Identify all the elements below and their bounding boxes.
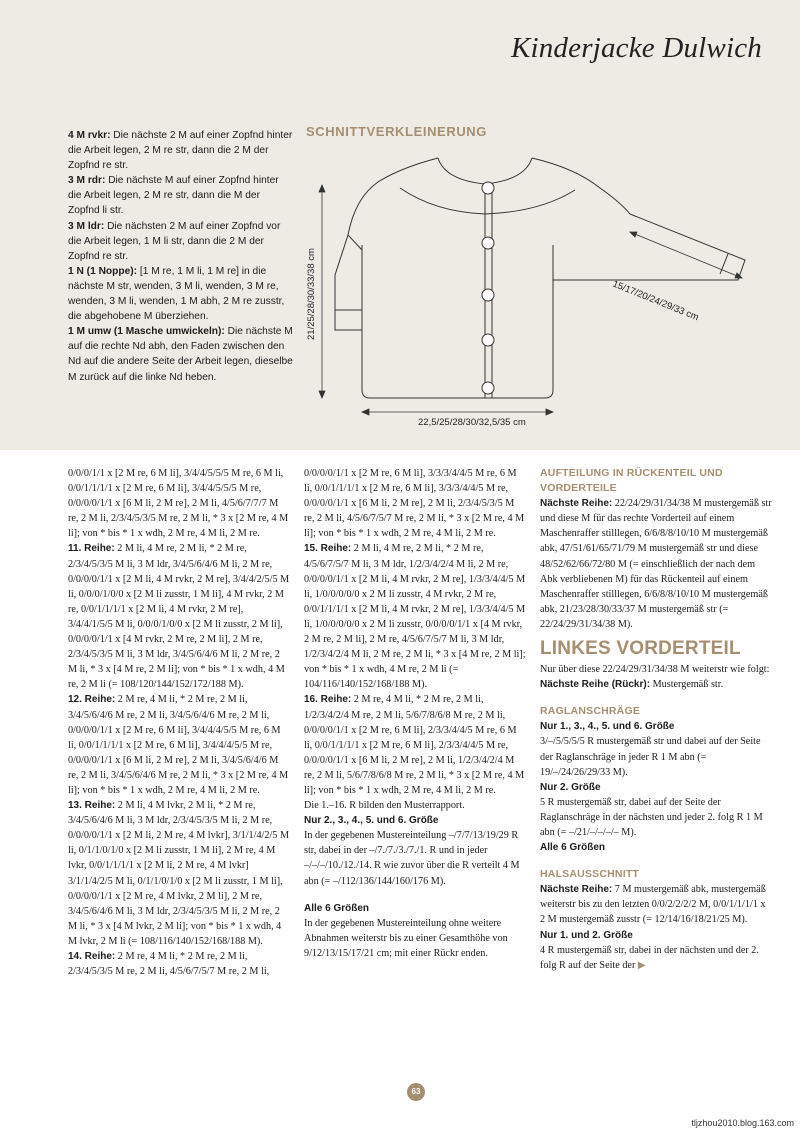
row-label: 16. Reihe: <box>304 694 352 706</box>
row-label: 15. Reihe: <box>304 543 352 555</box>
abbreviation-text: Die nächste M auf einer Zopfnd hinter die Arbeit legen, 2 M re str, dann die M der Zopfnd li str. <box>68 175 279 217</box>
button-5 <box>482 382 494 394</box>
left-sleeve <box>335 235 362 330</box>
yoke-line-3 <box>532 158 630 214</box>
row-label: Nächste Reihe: <box>540 498 613 510</box>
continue-arrow-icon: ▶ <box>635 959 646 971</box>
instruction-text: 2 M re, 4 M li, * 2 M re, 2 M li, 1/2/3/4/2/4 M re, 2 M li, 5/6/7/8/6/8 M re, 2 M li, 0/0/0/0/1/1 x [2 M re, 6 M li], 2/3/3/4/4/5 M re, 6 M li, 0/0/1/1/1/1 x [2 M re, 6 M li], 2/3/3/4/4/5 M re, 0/0/0/0/1/1 x [6 M li, 2 M re], 2 M li, 1/2/3/4/2/4 M re, 2 M li, 5/6/7/8/6/8 M re, 2 M li, * 3 x [2 M re, 4 M li]; von * bis * 1 x wdh, 2 M re, 4 M li, 2 M re. <box>304 694 525 796</box>
paragraph-spacer <box>540 692 772 704</box>
instruction-paragraph <box>304 828 526 888</box>
instruction-paragraph <box>540 677 772 692</box>
button-2 <box>482 237 494 249</box>
instruction-text: 2 M li, 4 M re, 2 M li, * 2 M re, 4/5/6/7/5/7 M li, 3 M ldr, 1/2/3/4/2/4 M li, 2 M re, 0/0/0/0/1/1 x [2 M li, 4 M rvkr, 2 M re], 1/3/3/4/4/5 M li, 1/0/0/0/0/0 x 2 M li zusstr, 4 M rvkr, 2 M re, 0/0/1/1/1/1 x [2 M li, 4 M rvkr, 2 M re], 1/3/3/4/4/5 M li, 1/0/0/0/0/0 x 2 M li zusstr, 0/0/0/0/1/1 x [4 M rvkr, 2 M re, 2 M li], 2 M re, 4/5/6/7/5/7 M li, 3 M ldr, 1/2/3/4/2/4 M li, 2 M re, 2 M li, * 3 x [4 M re, 2 M li]; von * bis * 1 x wdh, 4 M re, 2 M li (= 104/116/140/152/168/188 M). <box>304 543 526 691</box>
row-label: 12. Reihe: <box>68 694 116 706</box>
sleeve-arrow <box>630 232 742 278</box>
instruction-text: 0/0/0/1/1 x [2 M re, 6 M li], 3/4/4/5/5/5 M re, 6 M li, 0/0/1/1/1/1 x [2 M re, 6 M li], 3/4/4/5/5/5 M re, 0/0/0/0/1/1 x [6 M li, 2 M re], 2 M li, 4/5/6/7/7/7 M re, 2 M li, 2/3/4/5/3/5 M re, 2 M li, * 3 x [2 M re, 4 M li]; von * bis * 1 x wdh, 2 M re, 4 M li, 2 M re. <box>68 468 289 540</box>
instruction-text: In der gegebenen Mustereinteilung ohne weitere Abnahmen weiterstr bis zu einer Gesamthöhe von 9/12/13/15/17/21 cm; mit einer Rückr enden. <box>304 917 508 959</box>
instruction-paragraph <box>540 928 772 943</box>
abbreviation-text: Die nächsten 2 M auf einer Zopfnd vor die Arbeit legen, 1 M li str, dann die 2 M der Zopfnd re str. <box>68 220 281 262</box>
instruction-paragraph <box>304 813 526 828</box>
paragraph-spacer <box>304 889 526 901</box>
instruction-paragraph <box>68 541 290 692</box>
instruction-paragraph <box>304 916 526 961</box>
sleeve-label: 15/17/20/24/29/33 cm <box>610 278 701 324</box>
instruction-paragraph <box>540 795 772 840</box>
instruction-paragraph <box>540 719 772 734</box>
instruction-text: 0/0/0/0/1/1 x [2 M re, 6 M li], 3/3/3/4/4/5 M re, 6 M li, 0/0/1/1/1/1 x [2 M re, 6 M li], 3/3/3/4/4/5 M re, 0/0/0/0/1/1 x [6 M li, 2 M re], 2 M li, 2/3/4/5/3/5 M re, 2 M li, 4/5/6/7/5/7 M re, 2 M li, * 3 x [2 M re, 4 M li]; von * bis * 1 x wdh, 2 M re, 4 M li, 2 M re. <box>304 468 525 540</box>
instruction-text: 7 M mustergemäß abk, mustergemäß weiterstr bis zu den letzten 0/0/2/2/2/2 M, 0/0/1/1/1/1 x 2 M mustergemäß zusstr (= 12/14/16/18/21/25 M). <box>540 884 766 926</box>
text-column-3 <box>540 466 772 973</box>
button-4 <box>482 334 494 346</box>
instruction-paragraph <box>304 692 526 798</box>
cardigan-schematic <box>300 140 780 440</box>
instruction-paragraph <box>68 466 290 541</box>
section-heading: RAGLANSCHRÄGE <box>540 705 641 718</box>
instruction-paragraph <box>540 780 772 795</box>
abbreviation-term: 1 M umw (1 Masche umwickeln): <box>68 326 225 338</box>
row-label: Nur 1., 3., 4., 5. und 6. Größe <box>540 721 675 733</box>
page-title: Kinderjacke Dulwich <box>510 32 762 64</box>
instruction-text: 2 M re, 4 M li, * 2 M re, 2 M li, 3/4/5/6/4/6 M re, 2 M li, 3/4/5/6/4/6 M re, 2 M li, 0/0/0/0/1/1 x [2 M re, 6 M li], 3/4/4/4/5/5 M re, 6 M li, 0/0/1/1/1/1 x [2 M re, 6 M li], 3/4/4/4/5/5 M re, 0/0/0/0/1/1 x [6 M li, 2 M re], 2 M li, 3/4/5/6/4/6 M re, 2 M li, 3/4/5/6/4/6 M re, 2 M li, * 3 x [2 M re, 4 M li]; von * bis * 1 x wdh, 2 M re, 4 M li, 2 M re. <box>68 694 289 796</box>
instruction-text: 2 M li, 4 M re, 2 M li, * 2 M re, 2/3/4/5/3/5 M li, 3 M ldr, 3/4/5/6/4/6 M li, 2 M re, 0/0/0/0/1/1 x [2 M li, 4 M rvkr, 2 M re], 3/4/4/2/5/5 M li, 0/0/0/1/0/0 x [2 M li zusstr, 1 M li], 4 M rvkr, 2 M re, 0/0/1/1/1/1 x [2 M li, 4 M rvkr, 2 M re], 3/4/4/1/5/5 M li, 0/0/0/1/0/0 x [2 M li zusstr, 2 M li], 0/0/0/0/1/1 x [4 M rvkr, 2 M re, 2 M li], 2 M re, 2/3/4/5/3/5 M li, 3 M ldr, 3/4/5/6/4/6 M li, 2 M re, 2 M li, * 3 x [4 M re, 2 M li]; von * bis * 1 x wdh, 4 M re, 2 M li (= 108/120/144/152/172/188 M). <box>68 543 290 691</box>
row-label: 14. Reihe: <box>68 951 116 962</box>
button-3 <box>482 289 494 301</box>
instruction-paragraph <box>540 882 772 927</box>
instruction-text: 2 M li, 4 M lvkr, 2 M li, * 2 M re, 3/4/5/6/4/6 M li, 3 M ldr, 2/3/4/5/3/5 M li, 2 M re, 0/0/0/0/1/1 x [2 M li, 2 M re, 4 M lvkr], 3/1/1/4/2/5 M li, 0/1/1/0/1/0 x [2 M li zusstr, 1 M li], 2 M re, 4 M lvkr, 0/0/1/1/1/1 x [2 M li, 2 M re, 4 M lvkr] 3/1/1/4/2/5 M li, 0/1/1/0/1/0 x [2 M li zusstr, 1 M li], 0/0/0/0/1/1 x [2 M re, 4 M lvkr, 2 M li], 2 M re, 3/4/5/6/4/6 M li, 3 M ldr, 2/3/4/5/3/5 M li, 2 M re, 2 M li, * 3 x [4 M lvkr, 2 M li]; von * bis * 1 x wdh, 4 M lvkr, 2 M li (= 108/116/140/152/168/188 M). <box>68 800 290 947</box>
instruction-text: 3/–/5/5/5/5 R mustergemäß str und dabei auf der Seite der Raglanschräge in jeder R 1 M abn (= 19/–/24/26/29/33 M). <box>540 736 761 778</box>
abbreviation-entry <box>68 324 293 384</box>
row-label: Nur 2., 3., 4., 5. und 6. Größe <box>304 815 439 827</box>
row-label: Alle 6 Größen <box>304 902 370 914</box>
instruction-paragraph <box>540 943 772 973</box>
abbreviation-term: 1 N (1 Noppe): <box>68 265 138 277</box>
instruction-paragraph <box>540 496 772 632</box>
abbreviation-term: 4 M rvkr: <box>68 130 111 141</box>
abbreviation-text: Die nächste M auf die rechte Nd abh, den Faden zwischen den Nd auf die andere Seite der Arbeit legen, dieselbe M zurück auf die linke Nd heben. <box>68 326 293 383</box>
instruction-text: 22/24/29/31/34/38 M mustergemäß str und diese M für das rechte Vorderteil auf einem Maschenraffer stilllegen, 6/6/8/8/10/10 M mustergemäß abk, 47/51/61/65/71/79 M mustergemäß str und diese 48/52/62/66/72/80 M (= einschließlich der nach dem Abk verbliebenen M) für das Rückenteil auf einem Maschenraffer stilllegen, 6/6/8/8/10/10 M mustergemäß abk, 21/23/28/30/33/37 M mustergemäß str (= 22/24/29/31/34/38 M). <box>540 498 772 630</box>
body-outline <box>362 245 553 398</box>
abbreviation-term: 3 M ldr: <box>68 220 105 232</box>
abbreviation-term: 3 M rdr: <box>68 175 106 187</box>
instruction-paragraph <box>540 662 772 677</box>
instruction-paragraph <box>68 798 290 949</box>
text-column-1 <box>68 466 290 979</box>
schematic-heading: SCHNITTVERKLEINERUNG <box>306 124 488 139</box>
section-heading: HALSAUSSCHNITT <box>540 868 640 881</box>
instruction-paragraph <box>540 840 772 855</box>
row-label: Nächste Reihe: <box>540 884 613 896</box>
watermark: tljzhou2010.blog.163.com <box>691 1118 794 1128</box>
row-label: Nächste Reihe (Rückr): <box>540 679 651 691</box>
instruction-text: In der gegebenen Mustereinteilung –/7/7/13/19/29 R str, dabei in der –/7./7./3./7./1. R und in jeder –/–/–/10./12./14. R wie zuvor über die R verteilt 4 M abn (= –/112/136/144/160/176 M). <box>304 830 520 887</box>
large-section-heading: LINKES VORDERTEIL <box>540 638 741 660</box>
height-label: 21/25/28/30/33/38 cm <box>306 248 317 340</box>
button-1 <box>482 182 494 194</box>
yoke-outline <box>438 158 532 184</box>
instruction-paragraph <box>304 466 526 541</box>
instruction-paragraph <box>68 692 290 798</box>
instruction-paragraph <box>68 949 290 979</box>
row-label: Alle 6 Größen <box>540 842 606 854</box>
right-sleeve <box>553 214 745 280</box>
width-label: 22,5/25/28/30/32,5/35 cm <box>418 417 526 428</box>
text-column-2 <box>304 466 526 961</box>
page-number: 63 <box>407 1083 425 1101</box>
instruction-text: 5 R mustergemäß str, dabei auf der Seite der Raglanschräge in der nächsten und jeder 2. folg R 1 M abn (= –/21/–/–/–/– M). <box>540 796 763 838</box>
instruction-text: 2 M re, 4 M li, * 2 M re, 2 M li, 2/3/4/5/3/5 M re, 2 M li, 4/5/6/7/5/7 M re, 2 M li, <box>68 951 270 978</box>
row-label: 13. Reihe: <box>68 800 116 812</box>
abbreviation-entry <box>68 264 293 324</box>
row-label: Nur 1. und 2. Größe <box>540 929 633 941</box>
abbreviation-text: [1 M re, 1 M li, 1 M re] in die nächste M str, wenden, 3 M li, wenden, 3 M re, wenden, 3 M li, wenden, 1 M abh, 2 M re zusstr, die abgehobene M überziehen. <box>68 265 285 323</box>
abbreviation-list <box>68 128 293 385</box>
abbreviation-entry <box>68 173 293 218</box>
abbreviation-text: Die nächste 2 M auf einer Zopfnd hinter die Arbeit legen, 2 M re str, dann die 2 M der Zopfnd re str. <box>68 130 293 172</box>
section-heading: AUFTEILUNG IN RÜCKENTEIL UND VORDERTEILE <box>540 467 723 495</box>
paragraph-spacer <box>540 855 772 867</box>
instruction-text: Nur über diese 22/24/29/31/34/38 M weiterstr wie folgt: <box>540 664 770 676</box>
instruction-text: 4 R mustergemäß str, dabei in der nächsten und der 2. folg R auf der Seite der <box>540 944 759 971</box>
abbreviation-entry <box>68 219 293 264</box>
row-label: Nur 2. Größe <box>540 781 601 793</box>
yoke-line-2 <box>348 158 438 250</box>
instruction-paragraph <box>540 734 772 779</box>
instruction-text: Die 1.–16. R bilden den Musterrapport. <box>304 800 465 812</box>
row-label: 11. Reihe: <box>68 543 115 555</box>
instruction-text: Mustergemäß str. <box>650 679 724 691</box>
abbreviation-entry <box>68 128 293 173</box>
instruction-paragraph <box>304 541 526 692</box>
instruction-paragraph <box>304 798 526 813</box>
instruction-paragraph <box>304 901 526 916</box>
